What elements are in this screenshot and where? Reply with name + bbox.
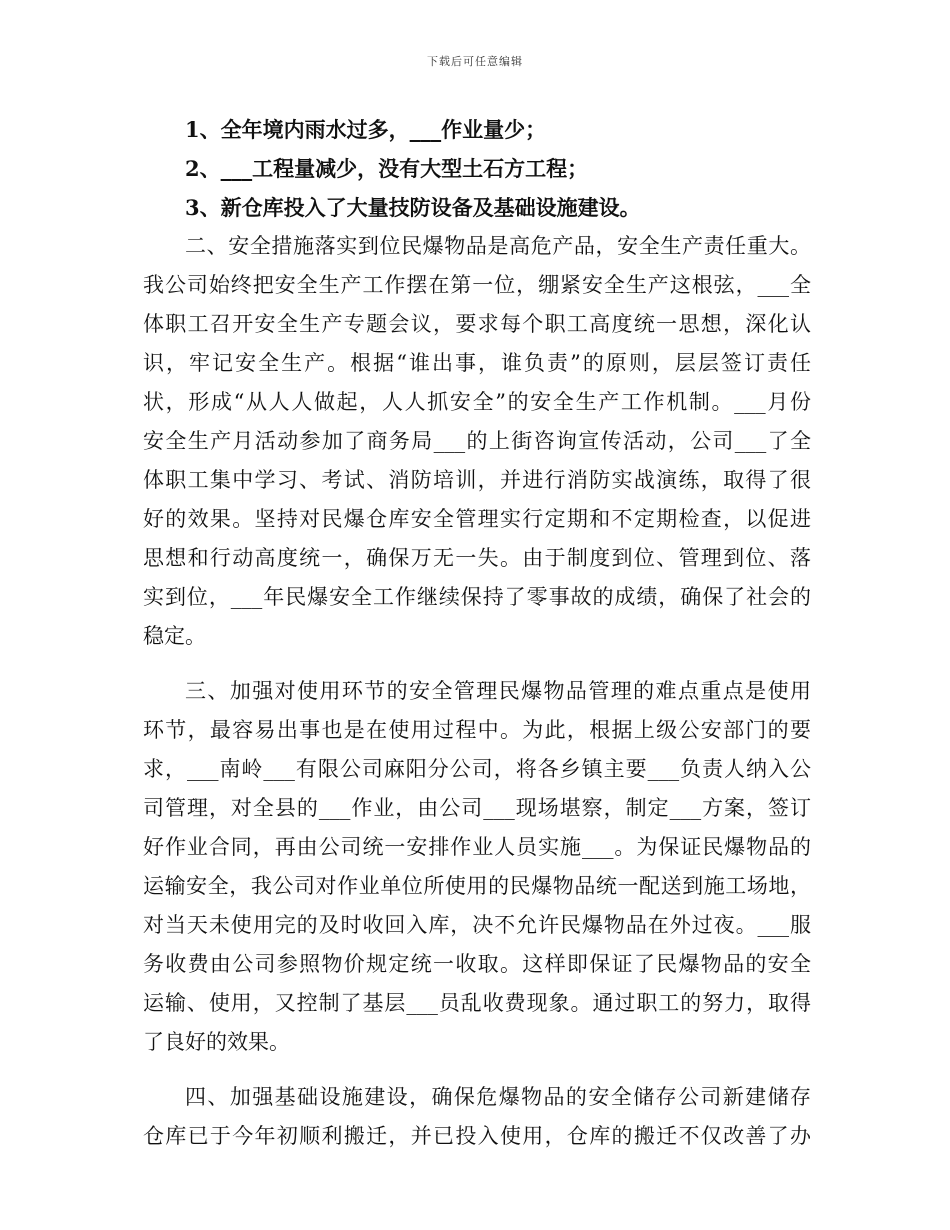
list-item: 2、___工程量减少，没有大型土石方工程；	[185, 156, 589, 181]
header-note: 下载后可任意编辑	[427, 55, 523, 68]
paragraph-line: 实到位，___年民爆安全工作继续保持了零事故的成绩，确保了社会的	[143, 585, 811, 609]
paragraph-line: 安全生产月活动参加了商务局___的上街咨询宣传活动，公司___了全	[143, 429, 811, 453]
paragraph-line: 好的效果。坚持对民爆仓库安全管理实行定期和不定期检查，以促进	[143, 507, 811, 531]
paragraph-line: 了良好的效果。	[143, 1030, 290, 1054]
paragraph-gap	[143, 656, 811, 672]
paragraph-line: 运输安全，我公司对作业单位所使用的民爆物品统一配送到施工场地，	[143, 874, 811, 898]
paragraph-line: 务收费由公司参照物价规定统一收取。这样即保证了民爆物品的安全	[143, 952, 811, 976]
paragraph-line: 环节，最容易出事也是在使用过程中。为此，根据上级公安部门的要	[143, 718, 811, 742]
paragraph-line: 好作业合同，再由公司统一安排作业人员实施___。为保证民爆物品的	[143, 835, 811, 859]
paragraph-line: 体职工召开安全生产专题会议，要求每个职工高度统一思想，深化认	[143, 312, 811, 336]
paragraph-line: 四、加强基础设施建设，确保危爆物品的安全储存公司新建储存	[185, 1085, 811, 1109]
paragraph-4	[143, 1078, 811, 1156]
paragraph-line: 稳定。	[143, 624, 206, 648]
document-body	[143, 110, 811, 1156]
paragraph-line: 三、加强对使用环节的安全管理民爆物品管理的难点重点是使用	[185, 679, 811, 703]
paragraph-line: 司管理，对全县的___作业，由公司___现场堪察，制定___方案，签订	[143, 796, 811, 820]
list-item: 3、新仓库投入了大量技防设备及基础设施建设。	[185, 195, 641, 220]
paragraph-line: 我公司始终把安全生产工作摆在第一位，绷紧安全生产这根弦，___全	[143, 273, 811, 297]
paragraph-line: 对当天未使用完的及时收回入库，决不允许民爆物品在外过夜。___服	[143, 913, 811, 937]
paragraph-line: 识，牢记安全生产。根据“谁出事，谁负责”的原则，层层签订责任	[143, 351, 811, 375]
paragraph-line: 运输、使用，又控制了基层___员乱收费现象。通过职工的努力，取得	[143, 991, 811, 1015]
paragraph-line: 思想和行动高度统一，确保万无一失。由于制度到位、管理到位、落	[143, 546, 811, 570]
paragraph-gap	[143, 1062, 811, 1078]
paragraph-line: 二、安全措施落实到位民爆物品是高危产品，安全生产责任重大。	[185, 234, 811, 258]
paragraph-line: 状，形成“从人人做起，人人抓安全”的安全生产工作机制。___月份	[143, 390, 811, 414]
paragraph-2	[143, 227, 811, 656]
paragraph-3	[143, 672, 811, 1062]
list-item: 1、全年境内雨水过多，___作业量少；	[185, 117, 547, 142]
paragraph-line: 体职工集中学习、考试、消防培训，并进行消防实战演练，取得了很	[143, 468, 811, 492]
paragraph-line: 仓库已于今年初顺利搬迁，并已投入使用，仓库的搬迁不仅改善了办	[143, 1124, 811, 1148]
paragraph-line: 求，___南岭___有限公司麻阳分公司，将各乡镇主要___负责人纳入公	[143, 757, 811, 781]
